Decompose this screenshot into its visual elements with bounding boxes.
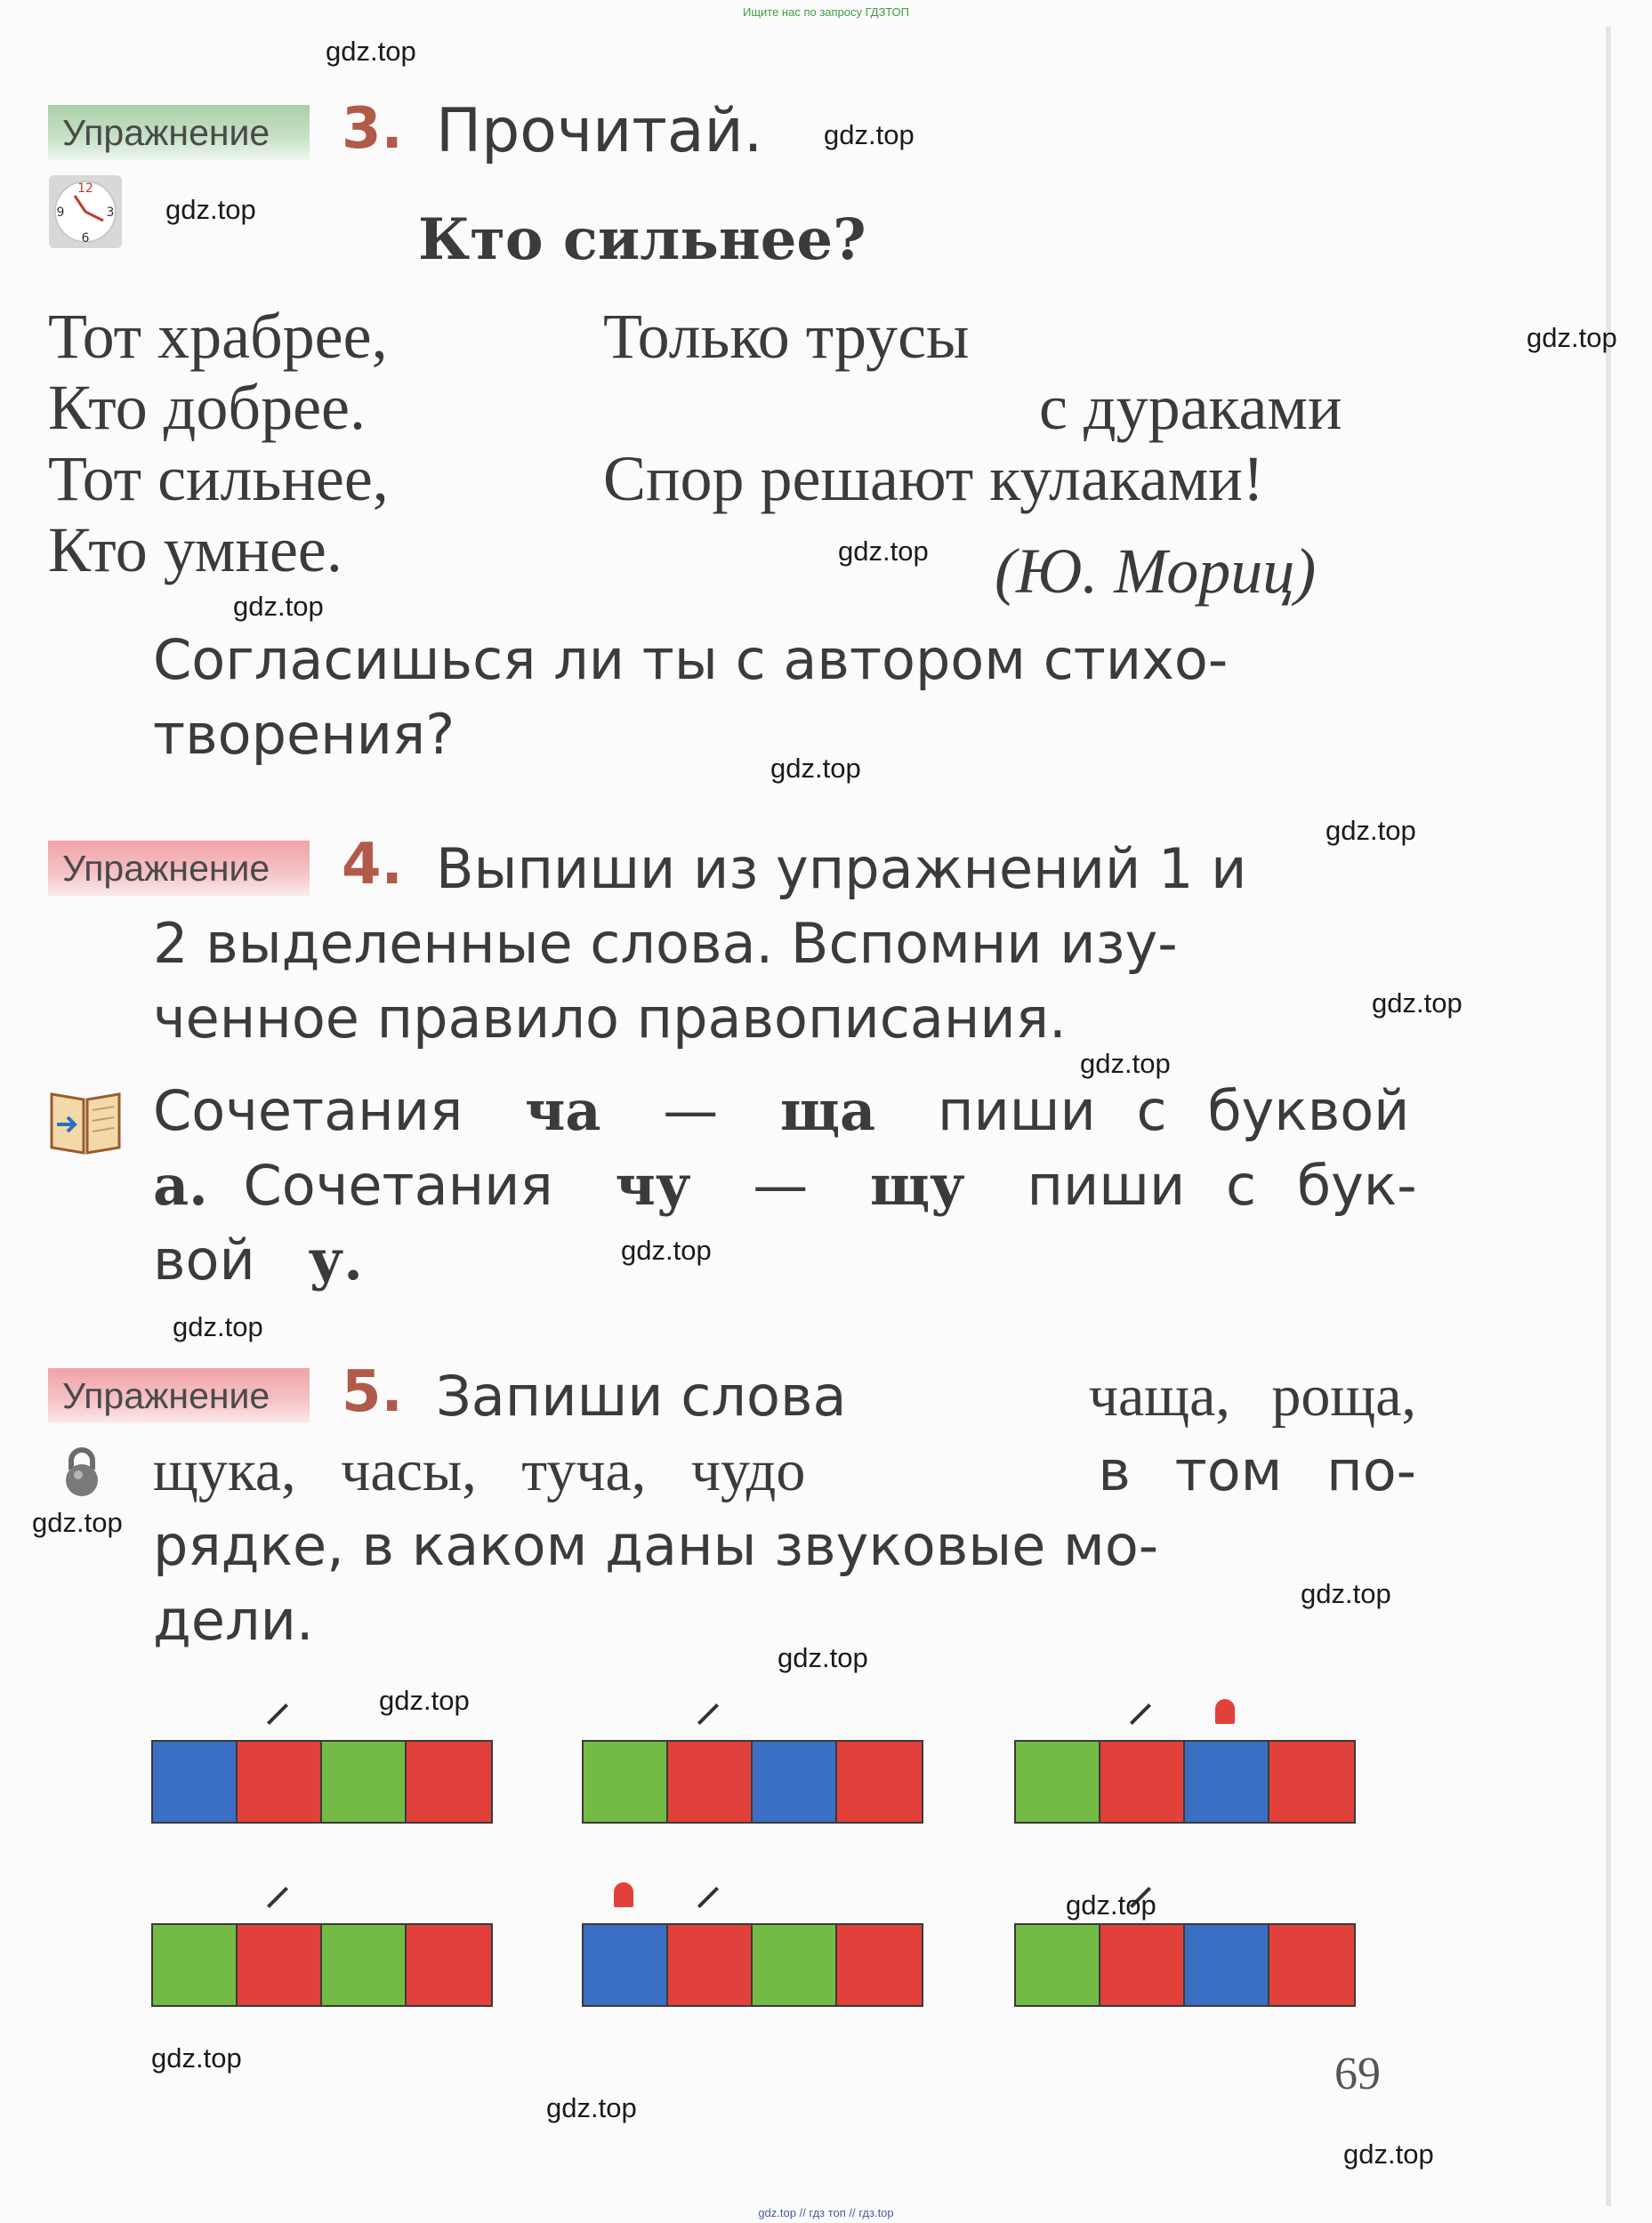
exercise-text: Выпиши из упражнений 1 и bbox=[436, 836, 1247, 901]
exercise-text: 2 выделенные слова. Вспомни изу- bbox=[153, 911, 1178, 976]
sound-cell-blue bbox=[753, 1742, 837, 1822]
poem-left-line: Кто добрее. bbox=[48, 372, 366, 443]
watermark: gdz.top bbox=[1066, 1889, 1156, 1921]
rule-line: а. Сочетания чу — щу пиши с бук- bbox=[153, 1153, 1417, 1218]
sound-cell-green bbox=[1016, 1925, 1100, 2005]
exercise-banner: Упражнение bbox=[48, 1368, 310, 1423]
exercise-text: дели. bbox=[153, 1588, 314, 1653]
exercise-banner: Упражнение bbox=[48, 105, 310, 160]
svg-text:3: 3 bbox=[106, 205, 115, 220]
watermark: gdz.top bbox=[770, 753, 861, 784]
svg-text:6: 6 bbox=[81, 231, 90, 246]
lock-icon bbox=[60, 1446, 103, 1498]
sound-model bbox=[582, 1923, 923, 2007]
sound-cell-blue bbox=[1185, 1925, 1269, 2005]
poem-right-line: Спор решают кулаками! bbox=[603, 443, 1264, 514]
book-arrow-icon bbox=[48, 1087, 123, 1156]
watermark: gdz.top bbox=[151, 2042, 242, 2074]
watermark: gdz.top bbox=[1527, 322, 1617, 353]
stress-mark bbox=[1130, 1703, 1151, 1725]
watermark: gdz.top bbox=[165, 194, 256, 225]
sound-cell-green bbox=[753, 1925, 837, 2005]
exercise-text: рядке, в каком даны звуковые мо- bbox=[153, 1513, 1159, 1578]
watermark: gdz.top bbox=[778, 1642, 868, 1673]
sound-cell-red bbox=[238, 1925, 322, 2005]
sound-cell-red bbox=[1100, 1925, 1185, 2005]
sound-cell-red bbox=[668, 1742, 753, 1822]
sound-cell-blue bbox=[153, 1742, 238, 1822]
sound-model bbox=[151, 1740, 493, 1824]
sound-cell-blue bbox=[1185, 1742, 1269, 1822]
sound-cell-red bbox=[1269, 1925, 1354, 2005]
exercise-number: 4. bbox=[342, 832, 403, 898]
sound-cell-red bbox=[1269, 1742, 1354, 1822]
bell-icon bbox=[614, 1882, 633, 1907]
top-note: Ищите нас по запросу ГДЗТОП bbox=[742, 5, 909, 19]
sound-cell-green bbox=[584, 1742, 668, 1822]
sound-cell-red bbox=[668, 1925, 753, 2005]
watermark: gdz.top bbox=[326, 36, 416, 67]
stress-mark bbox=[697, 1887, 719, 1908]
exercise-question: творения? bbox=[153, 702, 455, 767]
sound-cell-blue bbox=[584, 1925, 668, 2005]
stress-mark bbox=[267, 1703, 288, 1725]
stress-mark bbox=[267, 1887, 288, 1908]
sound-cell-green bbox=[153, 1925, 238, 2005]
sound-cell-red bbox=[837, 1925, 922, 2005]
svg-text:12: 12 bbox=[77, 181, 93, 196]
rule-line: Сочетания ча — ща пиши с буквой bbox=[153, 1078, 1410, 1143]
poem-right-line: с дураками bbox=[1039, 372, 1342, 443]
bell-icon bbox=[1215, 1699, 1235, 1724]
watermark: gdz.top bbox=[824, 119, 915, 150]
watermark: gdz.top bbox=[1080, 1048, 1171, 1079]
watermark: gdz.top bbox=[233, 591, 324, 622]
poem-title: Кто сильнее? bbox=[418, 206, 866, 273]
sound-cell-green bbox=[322, 1742, 407, 1822]
page-number: 69 bbox=[1334, 2049, 1381, 2099]
watermark: gdz.top bbox=[379, 1685, 470, 1716]
poem-left-line: Кто умнее. bbox=[48, 514, 342, 585]
watermark: gdz.top bbox=[838, 536, 929, 567]
sound-model bbox=[151, 1923, 493, 2007]
watermark: gdz.top bbox=[546, 2092, 637, 2123]
sound-model bbox=[582, 1740, 923, 1824]
watermark: gdz.top bbox=[1326, 815, 1416, 846]
poem-left-line: Тот сильнее, bbox=[48, 443, 389, 514]
exercise-text: щука, часы, туча, чудо в том по- bbox=[153, 1438, 1416, 1503]
watermark: gdz.top bbox=[32, 1507, 123, 1538]
sound-model bbox=[1014, 1740, 1356, 1824]
svg-text:9: 9 bbox=[56, 205, 65, 220]
poem-left-line: Тот храбрее, bbox=[48, 301, 388, 372]
bottom-note: gdz.top // гдз топ // гдз.top bbox=[758, 2206, 894, 2219]
watermark: gdz.top bbox=[1343, 2138, 1434, 2170]
sound-cell-green bbox=[1016, 1742, 1100, 1822]
exercise-banner: Упражнение bbox=[48, 841, 310, 896]
watermark: gdz.top bbox=[1372, 987, 1463, 1019]
exercise-number: 3. bbox=[342, 96, 403, 162]
exercise-text: ченное правило правописания. bbox=[153, 986, 1067, 1051]
exercise-number: 5. bbox=[342, 1359, 403, 1425]
sound-cell-red bbox=[837, 1742, 922, 1822]
watermark: gdz.top bbox=[1301, 1578, 1391, 1609]
poem-author: (Ю. Мориц) bbox=[995, 536, 1317, 607]
sound-cell-green bbox=[322, 1925, 407, 2005]
watermark: gdz.top bbox=[621, 1235, 712, 1266]
stress-mark bbox=[697, 1703, 719, 1725]
sound-cell-red bbox=[1100, 1742, 1185, 1822]
exercise-text: Запиши слова чаща, роща, bbox=[436, 1364, 1416, 1429]
sound-cell-red bbox=[238, 1742, 322, 1822]
poem-right-line: Только трусы bbox=[603, 301, 970, 372]
exercise-question: Согласишься ли ты с автором стихо- bbox=[153, 627, 1229, 692]
rule-line: вой у. bbox=[153, 1228, 363, 1293]
exercise-instruction: Прочитай. bbox=[436, 96, 763, 166]
sound-model bbox=[1014, 1923, 1356, 2007]
sound-cell-red bbox=[407, 1742, 491, 1822]
watermark: gdz.top bbox=[173, 1311, 263, 1342]
clock-icon bbox=[48, 174, 123, 249]
sound-cell-red bbox=[407, 1925, 491, 2005]
